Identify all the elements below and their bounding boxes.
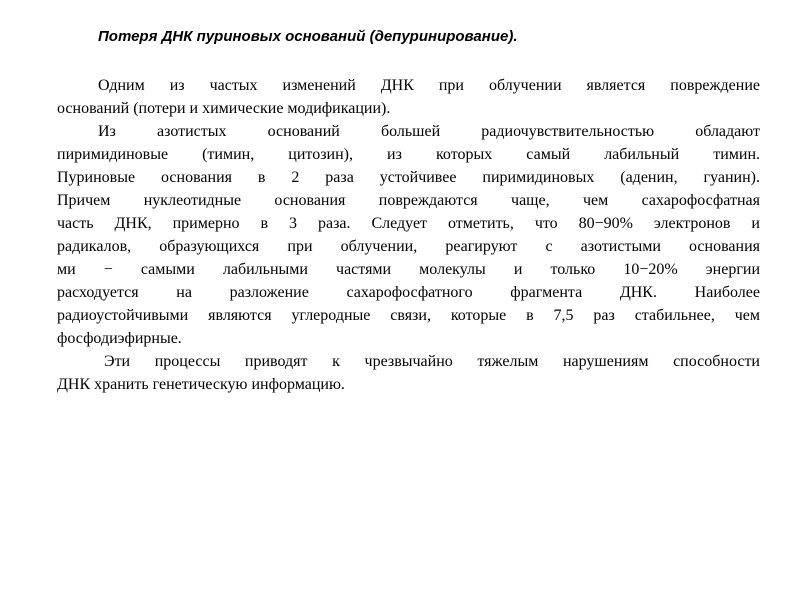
paragraph-line: фосфодиэфирные. bbox=[57, 330, 182, 347]
body-text bbox=[57, 74, 760, 396]
paragraph-line: часть ДНК, примерно в 3 раза. Следует отметить, что 80−90% электронов и bbox=[57, 215, 760, 232]
paragraph-line: пиримидиновые (тимин, цитозин), из которых самый лабильный тимин. bbox=[57, 146, 760, 163]
paragraph-line: расходуется на разложение сахарофосфатного фрагмента ДНК. Наиболее bbox=[57, 284, 760, 301]
slide-heading: Потеря ДНК пуриновых оснований (депуринирование). bbox=[98, 28, 518, 45]
paragraph-line: Причем нуклеотидные основания повреждаются чаще, чем сахарофосфатная bbox=[57, 192, 760, 209]
paragraph-line: Одним из частых изменений ДНК при облучении является повреждение bbox=[98, 77, 760, 94]
paragraph-line: радиоустойчивыми являются углеродные связи, которые в 7,5 раз стабильнее, чем bbox=[57, 307, 760, 324]
paragraph bbox=[57, 350, 760, 396]
paragraph-line: Эти процессы приводят к чрезвычайно тяжелым нарушениям способности bbox=[104, 353, 760, 370]
paragraph bbox=[57, 74, 760, 120]
paragraph bbox=[57, 120, 760, 350]
paragraph-line: оснований (потери и химические модификации). bbox=[57, 100, 391, 117]
paragraph-line: Пуриновые основания в 2 раза устойчивее пиримидиновых (аденин, гуанин). bbox=[57, 169, 760, 186]
paragraph-line: ми − самыми лабильными частями молекулы и только 10−20% энергии bbox=[57, 261, 760, 278]
paragraph-line: ДНК хранить генетическую информацию. bbox=[57, 376, 345, 393]
paragraph-line: радикалов, образующихся при облучении, реагируют с азотистыми основания bbox=[57, 238, 760, 255]
paragraph-line: Из азотистых оснований большей радиочувствительностью обладают bbox=[98, 123, 760, 140]
